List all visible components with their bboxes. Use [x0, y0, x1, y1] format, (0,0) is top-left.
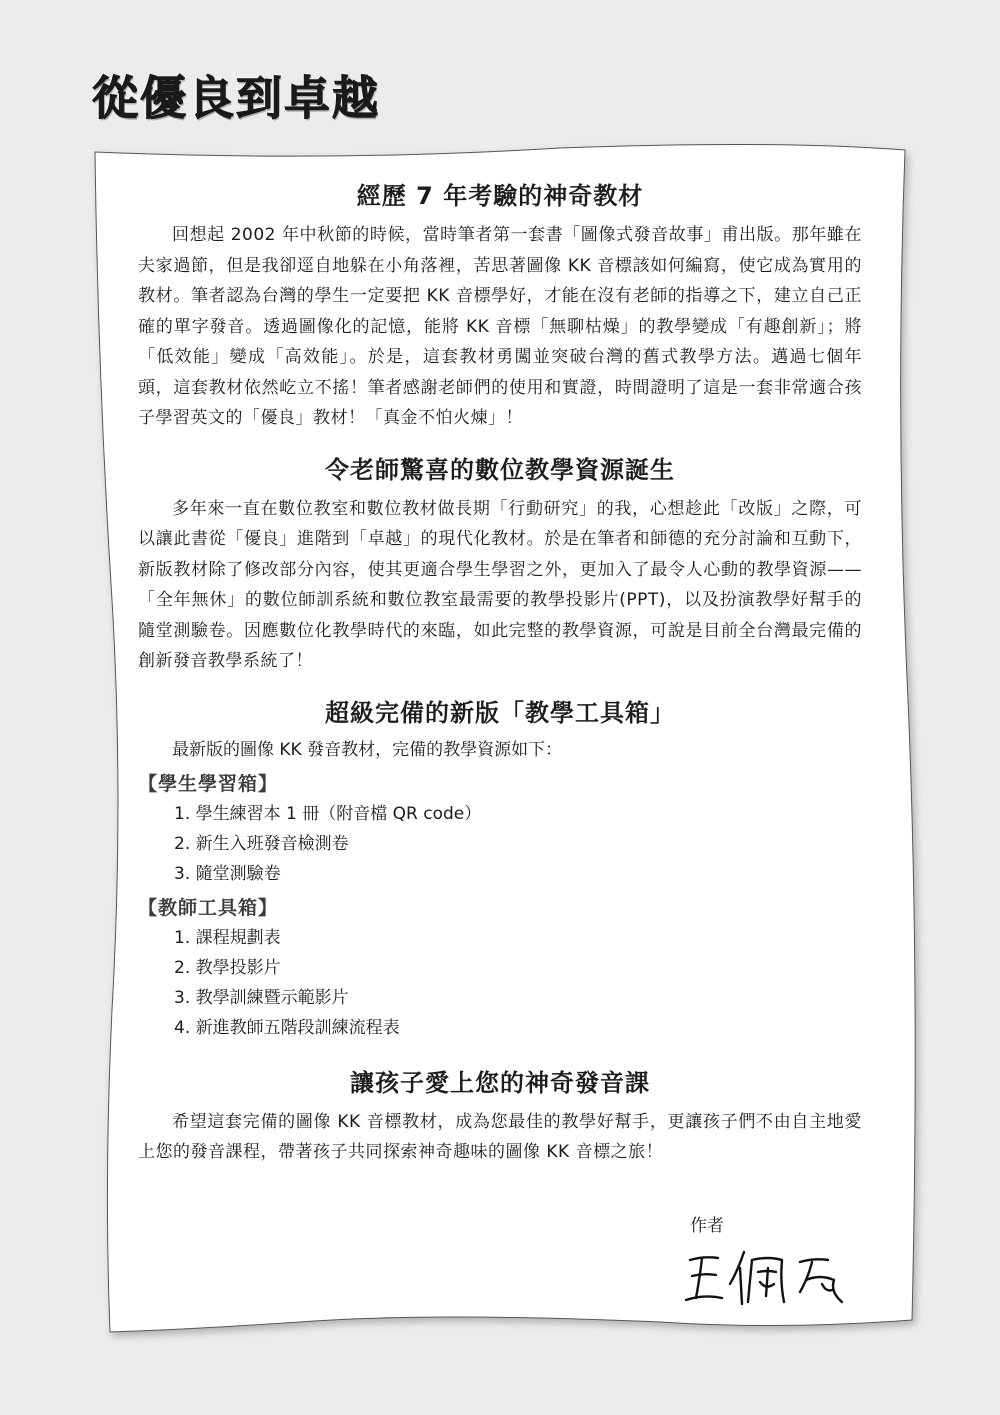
list-item: 4. 新進教師五階段訓練流程表: [174, 1017, 400, 1038]
student-box-list: [138, 799, 862, 889]
paragraph-magic-material: 回想起 2002 年中秋節的時候，當時筆者第一套書「圖像式發音故事」甫出版。那年雖在夫家過節，但是我卻逕自地躲在小角落裡，苦思著圖像 KK 音標該如何編寫，使它成為實用的教材。筆者認為台灣的學生一定要把 KK 音標學好，才能在沒有老師的指導之下，建立自己正確的單字發音。透過圖像化的記憶，能將 KK 音標「無聊枯燥」的教學變成「有趣創新」；將「低效能」變成「高效能」。於是，這套教材勇闖並突破台灣的舊式教學方法。邁過七個年頭，這套教材依然屹立不搖！筆者感謝老師們的使用和實證，時間證明了這是一套非常適合孩子學習英文的「優良」教材！「真金不怕火煉」！: [138, 225, 862, 428]
list-item: 3. 教學訓練暨示範影片: [174, 987, 349, 1008]
author-signature: [682, 1246, 852, 1308]
toolbox-intro: 最新版的圖像 KK 發音教材，完備的教學資源如下：: [172, 739, 563, 760]
section-heading-love-class: 讓孩子愛上您的神奇發音課: [350, 1068, 650, 1097]
student-box-label: 【學生學習箱】: [138, 772, 279, 795]
list-item: 1. 課程規劃表: [174, 927, 281, 948]
section-heading-digital-resources: 令老師驚喜的數位教學資源誕生: [325, 455, 675, 484]
author-label: 作者: [690, 1216, 724, 1236]
paragraph-love-class: 希望這套完備的圖像 KK 音標教材，成為您最佳的教學好幫手，更讓孩子們不由自主地愛上您的發音課程，帶著孩子共同探索神奇趣味的圖像 KK 音標之旅！: [138, 1111, 862, 1162]
teacher-box-list: [138, 923, 862, 1043]
teacher-box-label: 【教師工具箱】: [138, 896, 279, 919]
letter-body: [138, 178, 862, 1168]
list-item: 2. 新生入班發音檢測卷: [174, 833, 349, 854]
section-heading-magic-material: 經歷 7 年考驗的神奇教材: [356, 182, 644, 210]
list-item: 2. 教學投影片: [174, 957, 281, 978]
list-item: 3. 隨堂測驗卷: [174, 863, 281, 884]
paragraph-digital-resources: 多年來一直在數位教室和數位教材做長期「行動研究」的我，心想趁此「改版」之際，可以讓此書從「優良」進階到「卓越」的現代化教材。於是在筆者和師德的充分討論和互動下，新版教材除了修改部分內容，使其更適合學生學習之外，更加入了最令人心動的教學資源——「全年無休」的數位師訓系統和數位教室最需要的教學投影片(PPT)，以及扮演教學好幫手的隨堂測驗卷。因應數位化教學時代的來臨，如此完整的教學資源，可說是目前全台灣最完備的創新發音教學系統了！: [138, 498, 862, 671]
list-item: 1. 學生練習本 1 冊（附音檔 QR code）: [174, 803, 482, 824]
section-heading-toolbox: 超級完備的新版「教學工具箱」: [325, 698, 675, 727]
page-title: 從優良到卓越: [92, 71, 380, 125]
